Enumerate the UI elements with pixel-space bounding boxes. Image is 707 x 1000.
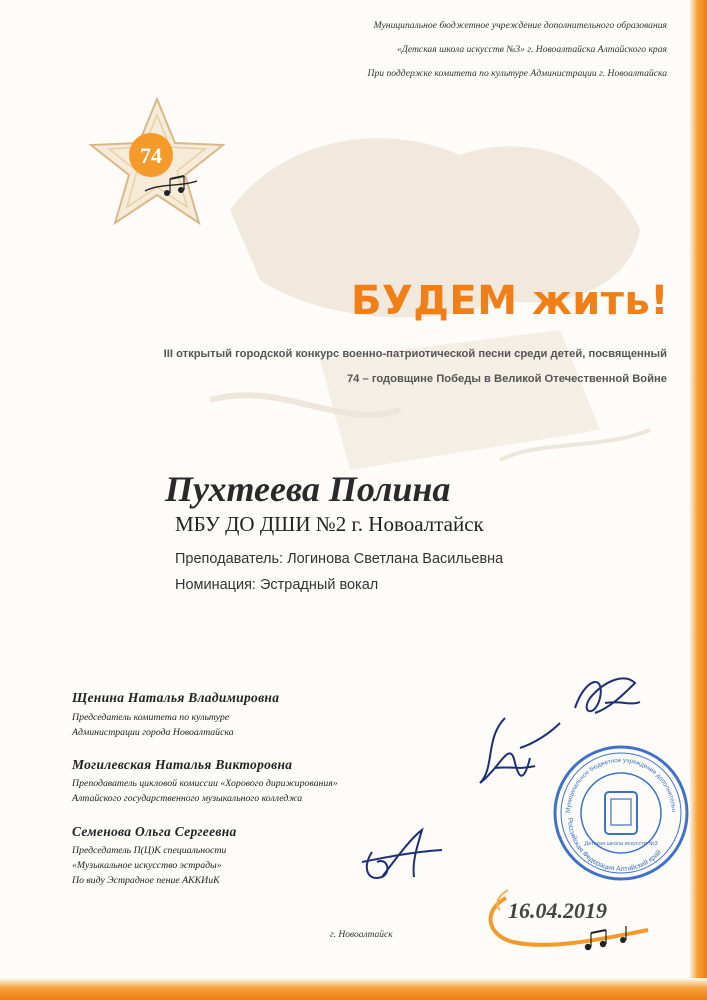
signature-3: [352, 822, 447, 892]
signatory-2-name: Могилевская Наталья Викторовна: [72, 757, 293, 772]
signatory-role-line: Алтайского государственного музыкального колледжа: [72, 793, 303, 804]
stamp-inner-text: Детская школа искусств №3: [584, 841, 658, 847]
certificate-city: г. Новоалтайск: [330, 930, 393, 940]
emblem-number: 74: [140, 143, 162, 168]
subtitle-line-1: III открытый городской конкурс военно-патриотической песни среди детей, посвященный: [163, 348, 667, 360]
signatory-1-role: [72, 710, 234, 740]
signature-1: [565, 668, 645, 728]
signatory-role-line: «Музыкальное искусство эстрады»: [72, 860, 222, 871]
subtitle-line-2: 74 – годовщине Победы в Великой Отечественной Войне: [346, 373, 667, 385]
certificate-title: БУДЕМ жить!: [350, 278, 669, 324]
stamp-outer-text: Муниципальное бюджетное учреждение дополнительн: [564, 756, 678, 814]
recipient-teacher: Преподаватель: Логинова Светлана Васильевна: [175, 551, 504, 567]
signatory-3-role: [72, 843, 226, 888]
certificate-date: 16.04.2019: [508, 898, 607, 923]
recipient-school: МБУ ДО ДШИ №2 г. Новоалтайск: [175, 512, 484, 536]
official-stamp: [550, 742, 692, 884]
signatory-role-line: Председатель комитета по культуре: [72, 712, 230, 723]
signatory-3-name: Семенова Ольга Сергеевна: [72, 824, 237, 839]
svg-text:Муниципальное бюджетное учрежд: [550, 742, 677, 813]
header-line: Муниципальное бюджетное учреждение дополнительного образования: [373, 20, 667, 31]
star-music-emblem-icon: [85, 95, 230, 230]
header-line: При поддержке комитета по культуре Администрации г. Новоалтайска: [367, 68, 667, 79]
recipient-name: Пухтеева Полина: [165, 469, 451, 509]
recipient-nomination: Номинация: Эстрадный вокал: [175, 577, 379, 593]
signatory-role-line: Администрации города Новоалтайска: [72, 727, 234, 738]
header-line: «Детская школа искусств №3» г. Новоалтайска Алтайского края: [396, 44, 667, 55]
signatory-2-role: [72, 776, 338, 806]
signatory-1-name: Щенина Наталья Владимировна: [72, 690, 280, 705]
signatory-role-line: По виду Эстрадное пение АККИиК: [72, 875, 220, 886]
signatory-role-line: Преподаватель цикловой комиссии «Хорового дирижирования»: [72, 778, 338, 789]
orange-border-bottom: [0, 978, 707, 1000]
stamp-bottom-text: Российская Федерация Алтайский край: [565, 817, 663, 874]
organizer-header: [247, 14, 667, 86]
signatory-role-line: Председатель П(Ц)К специальности: [72, 845, 227, 856]
